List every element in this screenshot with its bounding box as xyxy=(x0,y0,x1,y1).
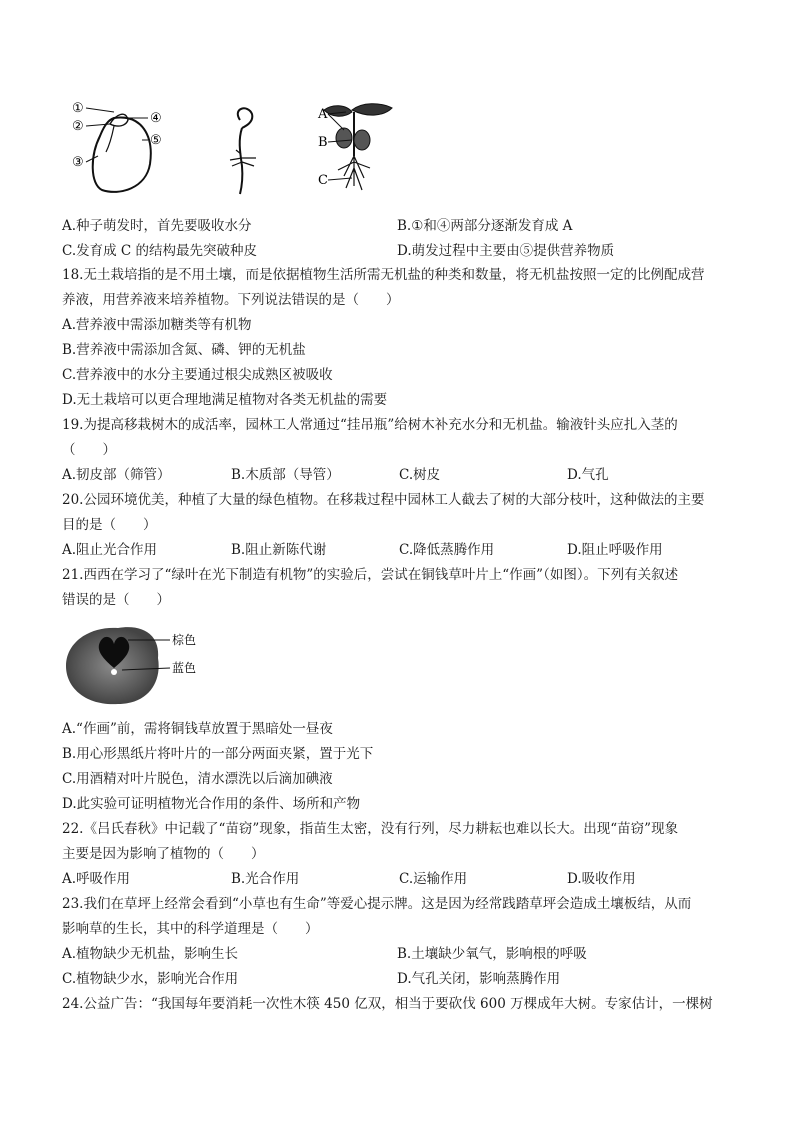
q20-stem-line2: 目的是（ ） xyxy=(62,517,157,533)
q17-option-a: A.种子萌发时，首先要吸收水分 xyxy=(62,218,252,234)
q19-option-c: C.树皮 xyxy=(399,467,441,483)
q22-option-b: B.光合作用 xyxy=(231,871,300,887)
q20-option-c: C.降低蒸腾作用 xyxy=(399,542,495,558)
q17-option-d: D.萌发过程中主要由⑤提供营养物质 xyxy=(397,243,615,259)
q23-option-a: A.植物缺少无机盐，影响生长 xyxy=(62,946,239,962)
q22-option-c: C.运输作用 xyxy=(399,871,468,887)
q19-option-b: B.木质部（导管） xyxy=(231,467,340,483)
q19-stem-line1: 19.为提高移栽树木的成活率，园林工人常通过“挂吊瓶”给树木补充水分和无机盐。输液针头应扎入茎的 xyxy=(62,417,678,433)
label-2: ② xyxy=(72,119,84,134)
q23-option-d: D.气孔关闭，影响蒸腾作用 xyxy=(397,971,561,987)
q21-option-a: A.“作画”前，需将铜钱草放置于黑暗处一昼夜 xyxy=(62,721,333,737)
letter-a: A xyxy=(318,107,328,122)
q18-stem-line1: 18.无土栽培指的是不用土壤，而是依据植物生活所需无机盐的种类和数量，将无机盐按照一定的比例配成营 xyxy=(62,267,705,283)
young-plant-drawing xyxy=(324,104,392,190)
letter-b: B xyxy=(318,135,328,150)
q21-stem-line1: 21.西西在学习了“绿叶在光下制造有机物”的实验后，尝试在铜钱草叶片上“作画”（如图）。下列有关叙述 xyxy=(62,567,679,583)
label-blue: 蓝色 xyxy=(172,661,197,675)
q22-option-a: A.呼吸作用 xyxy=(62,871,131,887)
q23-option-c: C.植物缺少水，影响光合作用 xyxy=(62,971,239,987)
q18-option-d: D.无土栽培可以更合理地满足植物对各类无机盐的需要 xyxy=(62,392,388,408)
q19-option-a: A.韧皮部（筛管） xyxy=(62,467,171,483)
label-3: ③ xyxy=(72,155,84,170)
label-4: ④ xyxy=(150,111,162,126)
q17-option-c: C.发育成 C 的结构最先突破种皮 xyxy=(62,243,258,259)
bean-seed-drawing xyxy=(93,114,151,192)
q19-stem-line2: （ ） xyxy=(62,442,116,458)
q21-option-c: C.用酒精对叶片脱色，清水漂洗以后滴加碘液 xyxy=(62,771,333,787)
q21-option-b: B.用心形黑纸片将叶片的一部分两面夹紧，置于光下 xyxy=(62,746,374,762)
label-1: ① xyxy=(72,101,84,116)
q19-option-d: D.气孔 xyxy=(567,467,609,483)
q18-stem-line2: 养液，用营养液来培养植物。下列说法错误的是（ ） xyxy=(62,292,400,308)
letter-c: C xyxy=(318,173,328,188)
q18-option-b: B.营养液中需添加含氮、磷、钾的无机盐 xyxy=(62,342,306,358)
q23-stem-line1: 23.我们在草坪上经常会看到“小草也有生命”等爱心提示牌。这是因为经常践踏草坪会造成土壤板结，从而 xyxy=(62,896,692,912)
q23-stem-line2: 影响草的生长，其中的科学道理是（ ） xyxy=(62,921,319,937)
q17-option-b: B.①和④两部分逐渐发育成 A xyxy=(397,218,573,234)
q22-stem-line2: 主要是因为影响了植物的（ ） xyxy=(62,846,265,862)
leaf-heart-figure xyxy=(62,622,212,708)
q24-stem-line1: 24.公益广告：“我国每年要消耗一次性木筷 450 亿双，相当于要砍伐 600 万棵成年大树。专家估计，一棵树 xyxy=(62,996,713,1012)
q20-option-d: D.阻止呼吸作用 xyxy=(567,542,663,558)
q22-option-d: D.吸收作用 xyxy=(567,871,636,887)
seed-germination-figure xyxy=(62,96,422,200)
q18-option-a: A.营养液中需添加糖类等有机物 xyxy=(62,317,252,333)
q20-stem-line1: 20.公园环境优美，种植了大量的绿色植物。在移栽过程中园林工人截去了树的大部分枝叶，这种做法的主要 xyxy=(62,492,705,508)
q21-option-d: D.此实验可证明植物光合作用的条件、场所和产物 xyxy=(62,796,361,812)
q20-option-b: B.阻止新陈代谢 xyxy=(231,542,327,558)
label-5: ⑤ xyxy=(150,133,162,148)
label-brown: 棕色 xyxy=(172,633,197,647)
q18-option-c: C.营养液中的水分主要通过根尖成熟区被吸收 xyxy=(62,367,333,383)
q23-option-b: B.土壤缺少氧气，影响根的呼吸 xyxy=(397,946,587,962)
q20-option-a: A.阻止光合作用 xyxy=(62,542,158,558)
q22-stem-line1: 22.《吕氏春秋》中记载了“苗窃”现象，指苗生太密，没有行列，尽力耕耘也难以长大。出现“苗窃”现象 xyxy=(62,821,679,837)
seedling-drawing xyxy=(230,108,256,194)
q21-stem-line2: 错误的是（ ） xyxy=(62,592,170,608)
